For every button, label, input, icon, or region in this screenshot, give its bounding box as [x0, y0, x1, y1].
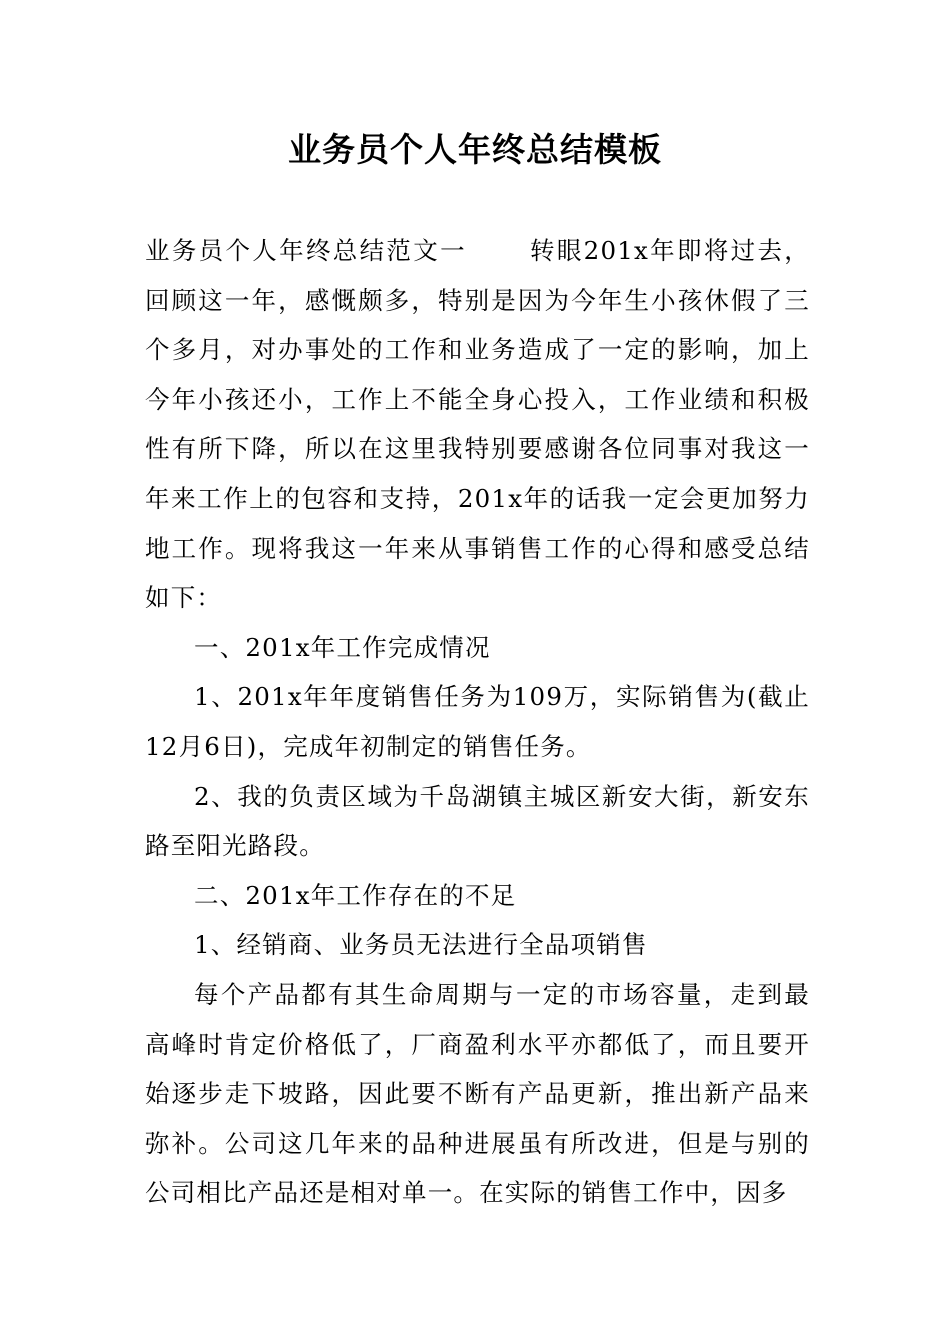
section2-item1: 1、经销商、业务员无法进行全品项销售	[194, 930, 648, 960]
intro-text: 转眼201x年即将过去，回顾这一年，感慨颇多，特别是因为今年生小孩休假了三个多月，对办事处的工作和业务造成了一定的影响，加上今年小孩还小，工作上不能全身心投入，工作业绩和积极性有所下降，所以在这里我特别要感谢各位同事对我这一年来工作上的包容和支持，201x年的话我一定会更加努力地工作。现将我这一年来从事销售工作的心得和感受总结如下：	[145, 236, 810, 613]
section1-item2: 2、我的负责区域为千岛湖镇主城区新安大街，新安东路至阳光路段。	[145, 781, 810, 861]
intro-heading: 业务员个人年终总结范文一	[145, 236, 467, 265]
section2-heading: 二、201x年工作存在的不足	[194, 880, 517, 910]
section1-item1: 1、201x年年度销售任务为109万，实际销售为(截止12月6日)，完成年初制定的销售任务。	[145, 682, 810, 761]
section1-heading: 一、201x年工作完成情况	[194, 632, 491, 662]
document-title: 业务员个人年终总结模板	[288, 130, 662, 169]
intro-paragraph	[145, 226, 810, 623]
section2-paragraph: 每个产品都有其生命周期与一定的市场容量，走到最高峰时肯定价格低了，厂商盈利水平亦都低了，而且要开始逐步走下坡路，因此要不断有产品更新，推出新产品来弥补。公司这几年来的品种进展虽有所改进，但是与别的公司相比产品还是相对单一。在实际的销售工作中，因多	[145, 979, 810, 1208]
document-body	[145, 226, 810, 1218]
